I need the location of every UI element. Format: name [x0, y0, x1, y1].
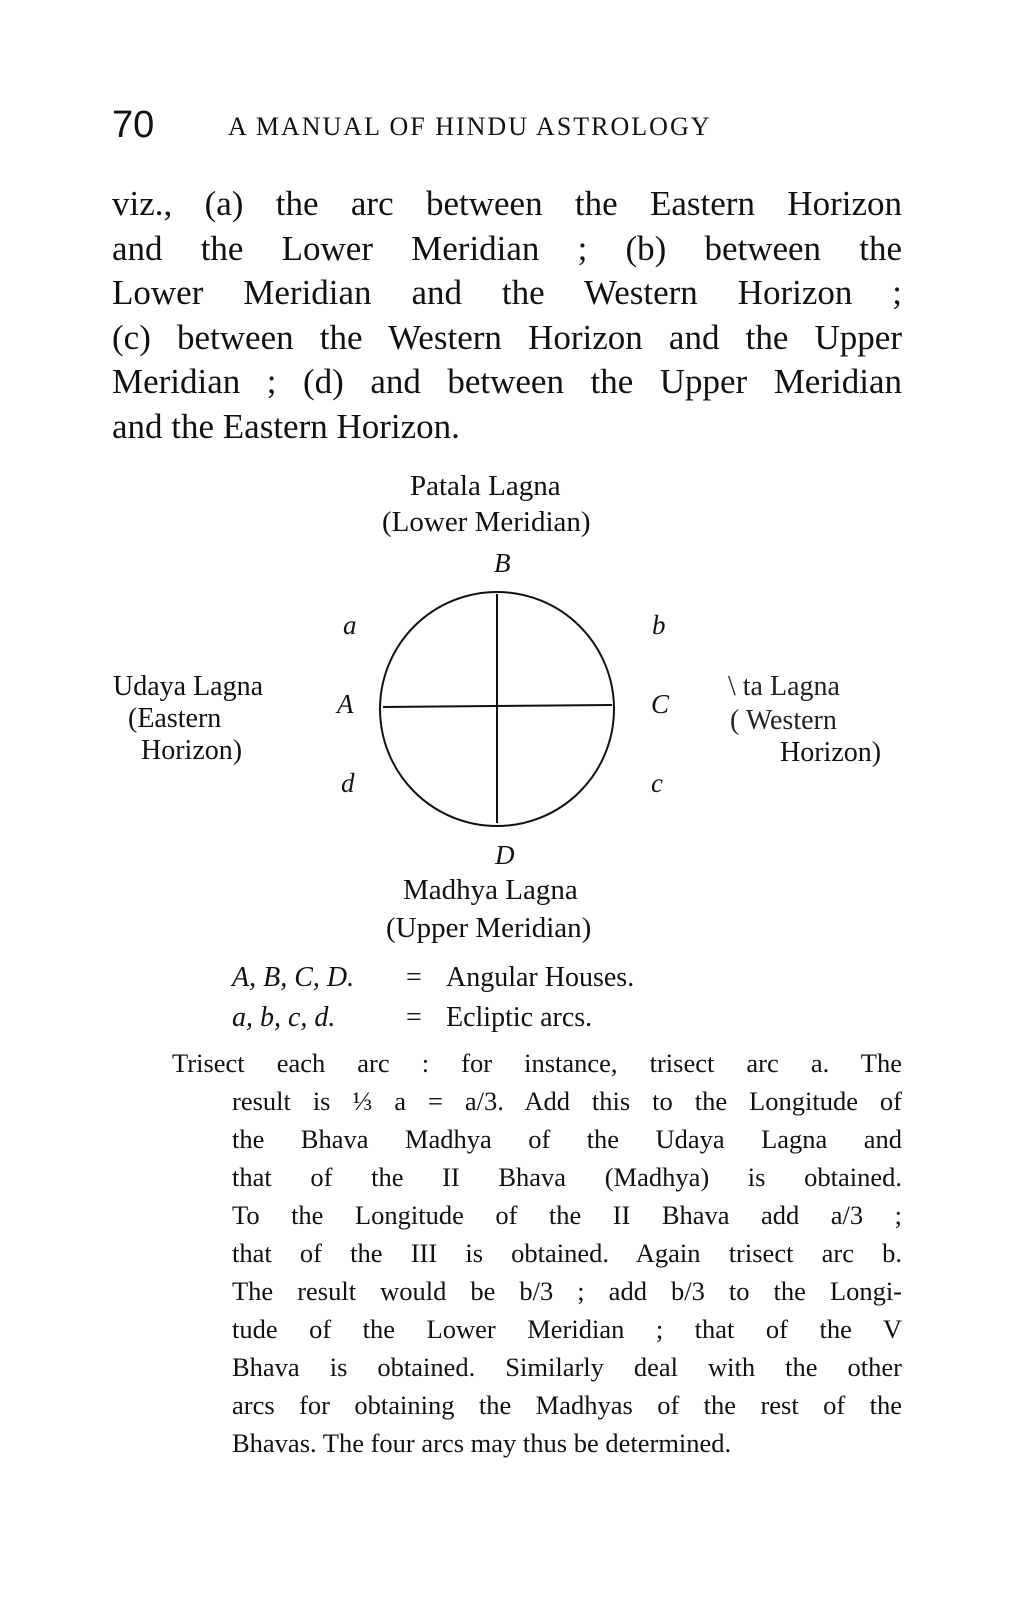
text-line: that of the III is obtained. Again trisect arc b.: [232, 1238, 902, 1268]
right-label-name: \ ta Lagna: [728, 671, 840, 702]
horizon-line: [383, 705, 612, 707]
point-b-label: B: [494, 548, 511, 578]
text-line: Bhavas. The four arcs may thus be determined.: [232, 1428, 732, 1458]
arc-b-label: b: [652, 610, 666, 640]
arc-c-label: c: [651, 768, 663, 798]
legend-angular-keys: A, B, C, D.: [232, 962, 355, 993]
text-line: and the Lower Meridian ; (b) between the: [112, 228, 902, 268]
top-label-name: Patala Lagna: [410, 470, 561, 502]
legend-angular-value: Angular Houses.: [446, 962, 635, 993]
text-line: Meridian ; (d) and between the Upper Meridian: [112, 362, 902, 401]
text-line: and the Eastern Horizon.: [112, 406, 460, 446]
text-line: result is ⅓ a = a/3. Add this to the Longitude of: [232, 1086, 902, 1116]
left-label-sub2: Horizon): [141, 735, 243, 766]
text-line: arcs for obtaining the Madhyas of the rest of the: [232, 1390, 902, 1420]
point-d-label: D: [495, 840, 515, 870]
text-line: Bhava is obtained. Similarly deal with the other: [232, 1352, 902, 1382]
running-title: A MANUAL OF HINDU ASTROLOGY: [228, 112, 712, 141]
point-c-label: C: [651, 689, 670, 719]
legend-ecliptic-keys: a, b, c, d.: [232, 1002, 336, 1033]
bottom-label-name: Madhya Lagna: [403, 874, 578, 906]
right-label-sub2: Horizon): [780, 737, 882, 768]
text-line: viz., (a) the arc between the Eastern Horizon: [112, 184, 902, 223]
text-line: Lower Meridian and the Western Horizon ;: [112, 273, 902, 312]
text-line: that of the II Bhava (Madhya) is obtained.: [232, 1162, 902, 1192]
paragraph-trisect: [172, 1044, 902, 1462]
left-label-sub: (Eastern: [128, 703, 222, 734]
bottom-label-sub: (Upper Meridian): [386, 912, 592, 944]
arc-a-label: a: [343, 610, 357, 640]
text-line: (c) between the Western Horizon and the Upper: [112, 317, 902, 357]
right-label-sub: ( Western: [730, 705, 837, 736]
arc-d-label: d: [341, 768, 355, 798]
legend-equals: =: [406, 1002, 422, 1033]
legend-equals: =: [406, 962, 422, 993]
top-label-sub: (Lower Meridian): [382, 506, 591, 538]
text-line: To the Longitude of the II Bhava add a/3 ;: [232, 1200, 902, 1230]
left-label-name: Udaya Lagna: [113, 671, 264, 702]
page-number: 70: [112, 104, 155, 146]
text-line: tude of the Lower Meridian ; that of the V: [232, 1314, 902, 1344]
text-line: The result would be b/3 ; add b/3 to the Longi-: [232, 1276, 902, 1306]
text-line: Trisect each arc : for instance, trisect arc a. The: [172, 1048, 902, 1078]
point-a-label: A: [337, 689, 354, 719]
text-line: the Bhava Madhya of the Udaya Lagna and: [232, 1124, 902, 1154]
legend-ecliptic-value: Ecliptic arcs.: [446, 1002, 593, 1033]
